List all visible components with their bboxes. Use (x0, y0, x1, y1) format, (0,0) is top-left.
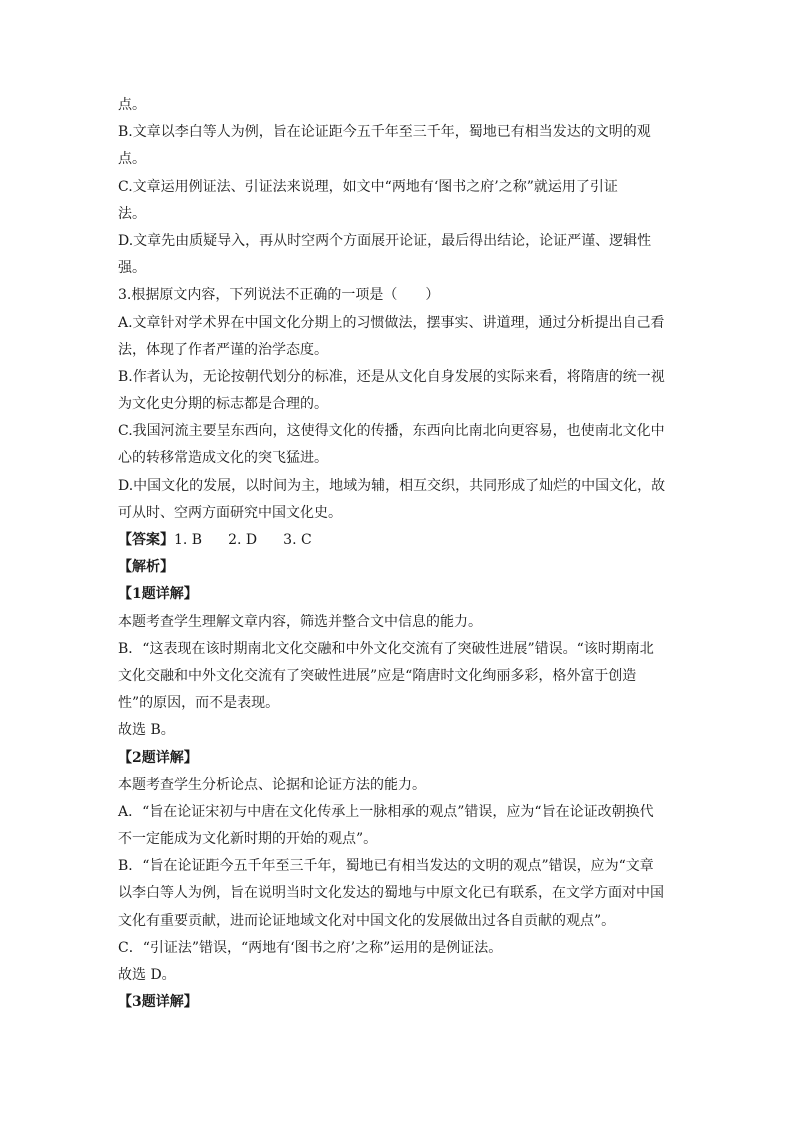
q2-detail-heading: 【2题详解】 (118, 749, 198, 766)
text-line: 强。 (118, 260, 146, 277)
answer-label: 【答案】 (118, 532, 174, 548)
q2-detail-line: A．“旨在论证宋初与中唐在文化传承上一脉相承的观点”错误，应为“旨在论证改朝换代 (118, 803, 654, 820)
q1-detail-heading: 【1题详解】 (118, 586, 198, 603)
answer-1: 1. B (174, 532, 203, 548)
question-3-stem: 3.根据原文内容，下列说法不正确的一项是（ ） (118, 287, 440, 304)
text-line: 为文化史分期的标志都是合理的。 (118, 396, 328, 413)
q2-conclusion: 故选 D。 (118, 967, 176, 983)
answer-3: 3. C (283, 532, 312, 548)
q1-detail-line: B．“这表现在该时期南北文化交融和中外文化交流有了突破性进展”错误。“该时期南北 (118, 640, 654, 657)
answer-2: 2. D (228, 532, 258, 548)
option-b-line: B.文章以李白等人为例，旨在论证距今五千年至三千年，蜀地已有相当发达的文明的观 (118, 124, 651, 141)
q2-detail-line: 文化有重要贡献，进而论证地域文化对中国文化的发展做出过各自贡献的观点”。 (118, 912, 616, 929)
text-line: 心的转移常造成文化的突飞猛进。 (118, 450, 328, 467)
q2-detail-line: 本题考查学生分析论点、论据和论证方法的能力。 (118, 776, 426, 793)
document-page (118, 92, 678, 1016)
q1-conclusion: 故选 B。 (118, 722, 175, 739)
text-line: 法。 (118, 205, 146, 222)
q3-detail-heading: 【3题详解】 (118, 994, 198, 1011)
option-d-line: D.文章先由质疑导入，再从时空两个方面展开论证，最后得出结论，论证严谨、逻辑性 (118, 232, 652, 249)
q3-option-d-line: D.中国文化的发展，以时间为主，地域为辅，相互交织，共同形成了灿烂的中国文化，故 (118, 477, 666, 494)
text-line: 点。 (118, 151, 146, 168)
q2-detail-line: C．“引证法”错误，“两地有‘图书之府’之称”运用的是例证法。 (118, 939, 503, 956)
text-line: 法，体现了作者严谨的治学态度。 (118, 341, 328, 358)
text-line: 可从时、空两方面研究中国文化史。 (118, 504, 342, 521)
answer-line (118, 527, 678, 554)
q3-option-a-line: A.文章针对学术界在中国文化分期上的习惯做法，摆事实、讲道理，通过分析提出自己看 (118, 314, 665, 331)
text-line: 点。 (118, 97, 146, 113)
q1-detail-line: 本题考查学生理解文章内容，筛选并整合文中信息的能力。 (118, 613, 482, 630)
q2-detail-line: 以李白等人为例，旨在说明当时文化发达的蜀地与中原文化已有联系，在文学方面对中国 (118, 885, 664, 902)
q3-option-c-line: C.我国河流主要呈东西向，这使得文化的传播，东西向比南北向更容易，也使南北文化中 (118, 423, 665, 440)
q2-detail-line: B．“旨在论证距今五千年至三千年，蜀地已有相当发达的文明的观点”错误，应为“文章 (118, 858, 654, 875)
analysis-heading: 【解析】 (118, 559, 174, 576)
q1-detail-line: 性”的原因，而不是表现。 (118, 695, 280, 712)
q1-detail-line: 文化交融和中外文化交流有了突破性进展”应是“隋唐时文化绚丽多彩，格外富于创造 (118, 667, 637, 684)
q3-option-b-line: B.作者认为，无论按朝代划分的标准，还是从文化自身发展的实际来看，将隋唐的统一视 (118, 368, 665, 385)
q2-detail-line: 不一定能成为文化新时期的开始的观点”。 (118, 831, 378, 848)
option-c-line: C.文章运用例证法、引证法来说理，如文中“两地有‘图书之府’之称”就运用了引证 (118, 178, 618, 195)
